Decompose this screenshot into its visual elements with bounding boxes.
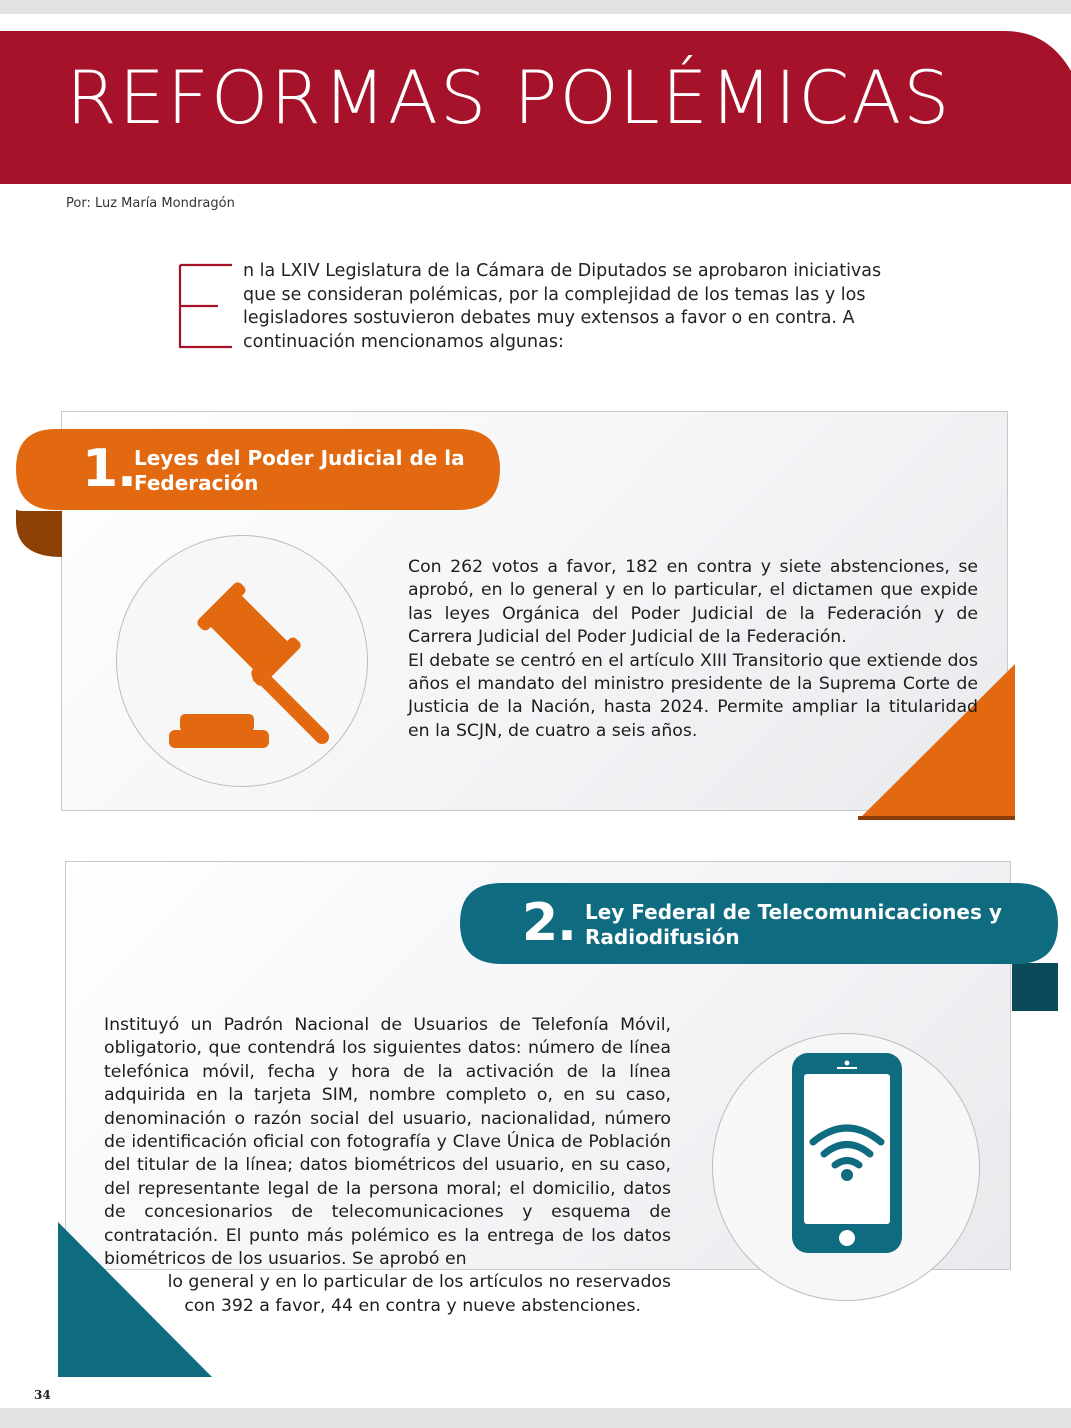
section-1-icon-circle [116,535,368,787]
top-bar [0,0,1071,14]
section-2-paragraph-main: Instituyó un Padrón Nacional de Usuarios de Telefonía Móvil, obligatorio, que contendrá los siguientes datos: número de línea telefónica móvil, fecha y hora de la activación de la línea adquirida en la tarjeta SIM, nombre completo o, en su caso, denominación o razón social del usuario, nacionalidad, número de identificación oficial con fotografía y Clave Única de Población del titular de la línea; datos biométricos del usuario, en su caso, del representante legal de la persona moral; el domicilio, datos de concesionarios de telecomunicaciones y esquema de contratación. El punto más polémico es la entrega de los datos biométricos de los usuarios. Se aprobó en [104,1015,671,1270]
smartphone-wifi-icon [713,1034,979,1300]
section-2-paragraph-tail-2: con 392 a favor, 44 en contra y nueve abstenciones. [184,1295,641,1316]
section-2-title-line1: Ley Federal de Telecomunicaciones y [585,900,1002,924]
section-1-title-line2: Federación [134,471,259,495]
drop-cap-e [178,263,234,349]
section-2-body [104,1014,671,1318]
section-1-body [408,556,978,743]
section-2-number: 2. [522,893,576,953]
section-1-title [134,446,465,496]
section-2-title [585,900,1002,950]
gavel-icon [117,536,367,786]
page-number: 34 [34,1388,51,1402]
section-1-number: 1. [82,439,136,499]
page-title: REFORMAS POLÉMICAS [66,56,952,141]
intro-paragraph: n la LXIV Legislatura de la Cámara de Diputados se aprobaron iniciativas que se consideran polémicas, por la complejidad de los temas las y los legisladores sostuvieron debates muy extensos a favor o en contra. A continuación mencionamos algunas: [243,261,882,352]
bottom-bar [0,1408,1071,1428]
byline: Por: Luz María Mondragón [66,196,235,211]
section-2-paragraph-tail-1: lo general y en lo particular de los artículos no reservados [167,1272,671,1293]
section-2-title-line2: Radiodifusión [585,925,740,949]
section-1-paragraph-2: El debate se centró en el artículo XIII Transitorio que extiende dos años el mandato del ministro presidente de la Suprema Corte de Justicia de la Nación, hasta 2024. Permite ampliar la titularidad en la SCJN, de cuatro a seis años. [408,650,978,741]
section-1-paragraph-1: Con 262 votos a favor, 182 en contra y siete abstenciones, se aprobó, en lo general y en lo particular, el dictamen que expide las leyes Orgánica del Poder Judicial de la Federación y de Carrera Judicial del Poder Judicial de la Federación. [408,557,978,648]
section-1-title-line1: Leyes del Poder Judicial de la [134,446,465,470]
section-2-icon-circle [712,1033,980,1301]
